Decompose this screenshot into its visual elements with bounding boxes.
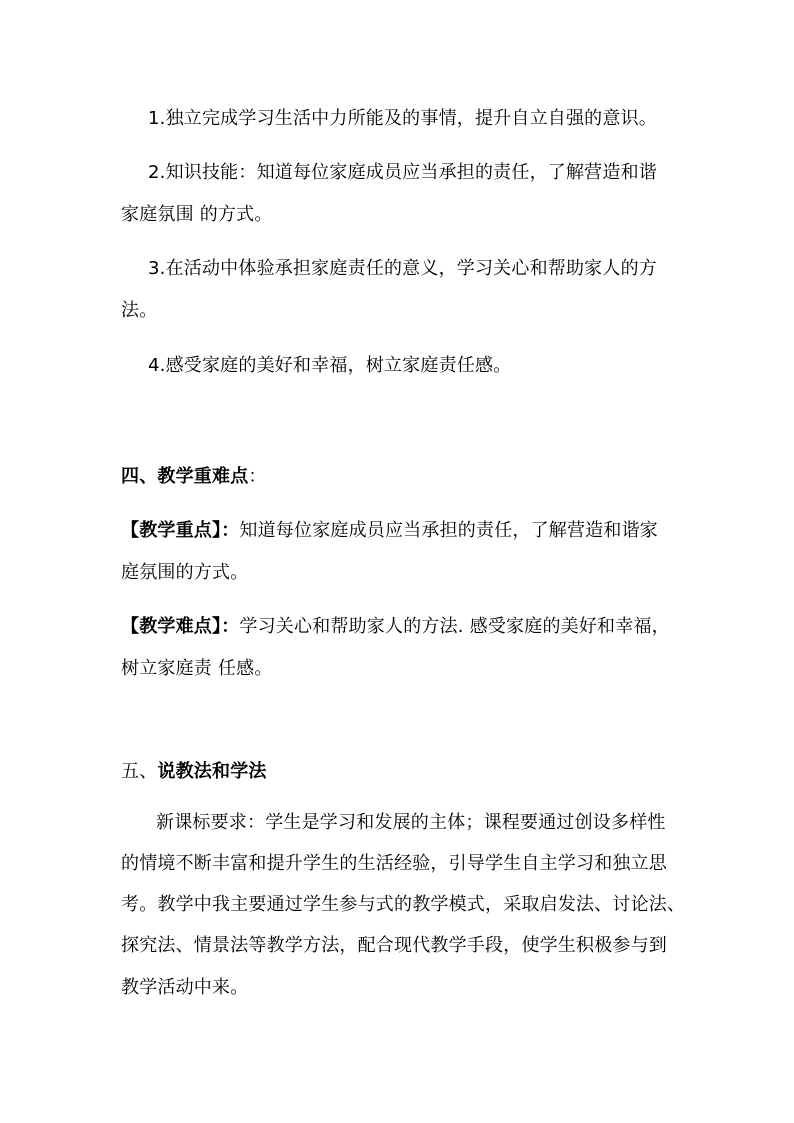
section-5-paragraph-line-2: 的情境不断丰富和提升学生的生活经验，引导学生自主学习和独立思	[121, 853, 667, 874]
section-5-heading-text: 说教法和学法	[157, 761, 267, 782]
section-5-paragraph-line-1: 新课标要求：学生是学习和发展的主体；课程要通过创设多样性	[156, 812, 666, 833]
section-5-paragraph-line-4: 探究法、情景法等教学方法，配合现代教学手段，使学生积极参与到	[121, 935, 667, 956]
section-4-heading	[121, 465, 267, 489]
objective-4: 4.感受家庭的美好和幸福，树立家庭责任感。	[148, 355, 512, 376]
objective-2-line-1: 2.知识技能：知道每位家庭成员应当承担的责任，了解营造和谐	[148, 162, 657, 183]
difficult-point-text: 学习关心和帮助家人的方法. 感受家庭的美好和幸福，	[239, 616, 670, 637]
objective-3-line-2: 法。	[121, 300, 158, 321]
section-5-heading-prefix: 五、	[121, 761, 158, 782]
section-5-paragraph-line-3: 考。教学中我主要通过学生参与式的教学模式，采取启发法、讨论法、	[121, 894, 686, 915]
section-5-heading	[121, 760, 267, 784]
objective-2-line-2: 家庭氛围 的方式。	[121, 204, 273, 225]
key-point-line-2: 庭氛围的方式。	[121, 562, 249, 583]
key-point-line-1	[121, 519, 658, 543]
difficult-point-line-1	[121, 615, 670, 639]
objective-1: 1.独立完成学习生活中力所能及的事情，提升自立自强的意识。	[148, 108, 657, 129]
section-4-heading-text: 四、教学重难点	[121, 466, 249, 487]
key-point-label: 【教学重点】：	[121, 520, 240, 541]
section-4-heading-colon: ：	[248, 466, 267, 487]
section-5-paragraph-line-5: 教学活动中来。	[121, 977, 249, 998]
objective-3-line-1: 3.在活动中体验承担家庭责任的意义，学习关心和帮助家人的方	[148, 258, 657, 279]
difficult-point-label: 【教学难点】：	[121, 616, 240, 637]
key-point-text: 知道每位家庭成员应当承担的责任，了解营造和谐家	[239, 520, 659, 541]
difficult-point-line-2: 树立家庭责 任感。	[121, 658, 273, 679]
